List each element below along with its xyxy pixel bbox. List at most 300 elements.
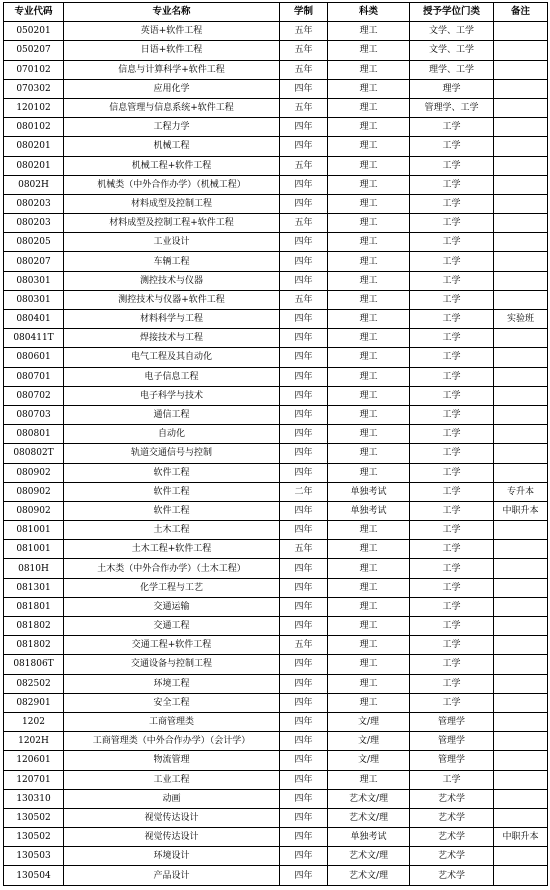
cell-category: 理工	[328, 521, 410, 540]
cell-name: 应用化学	[64, 79, 280, 98]
cell-code: 081301	[4, 578, 64, 597]
cell-code: 1202	[4, 712, 64, 731]
cell-name: 产品设计	[64, 866, 280, 885]
cell-note	[494, 847, 548, 866]
cell-name: 交通运输	[64, 597, 280, 616]
cell-degree: 工学	[410, 444, 494, 463]
cell-duration: 四年	[280, 789, 328, 808]
cell-duration: 四年	[280, 271, 328, 290]
cell-note	[494, 271, 548, 290]
table-row	[4, 175, 548, 194]
cell-code: 080703	[4, 405, 64, 424]
cell-name: 工程力学	[64, 118, 280, 137]
table-row	[4, 578, 548, 597]
cell-degree: 工学	[410, 578, 494, 597]
cell-duration: 四年	[280, 348, 328, 367]
cell-duration: 五年	[280, 156, 328, 175]
cell-duration: 四年	[280, 693, 328, 712]
cell-code: 080601	[4, 348, 64, 367]
cell-duration: 四年	[280, 597, 328, 616]
cell-note	[494, 156, 548, 175]
cell-category: 理工	[328, 578, 410, 597]
cell-degree: 工学	[410, 482, 494, 501]
cell-note	[494, 329, 548, 348]
cell-note	[494, 789, 548, 808]
cell-code: 0810H	[4, 559, 64, 578]
cell-duration: 四年	[280, 712, 328, 731]
cell-code: 080201	[4, 137, 64, 156]
cell-note	[494, 597, 548, 616]
cell-note	[494, 674, 548, 693]
cell-duration: 四年	[280, 386, 328, 405]
cell-category: 文/理	[328, 732, 410, 751]
cell-name: 车辆工程	[64, 252, 280, 271]
cell-name: 电气工程及其自动化	[64, 348, 280, 367]
cell-duration: 四年	[280, 617, 328, 636]
cell-duration: 五年	[280, 636, 328, 655]
cell-duration: 四年	[280, 674, 328, 693]
cell-code: 130502	[4, 828, 64, 847]
cell-note	[494, 578, 548, 597]
table-row	[4, 310, 548, 329]
cell-name: 信息与计算科学+软件工程	[64, 60, 280, 79]
cell-code: 130503	[4, 847, 64, 866]
cell-category: 理工	[328, 194, 410, 213]
cell-degree: 工学	[410, 463, 494, 482]
cell-category: 理工	[328, 674, 410, 693]
table-row	[4, 655, 548, 674]
cell-degree: 管理学	[410, 732, 494, 751]
cell-degree: 工学	[410, 597, 494, 616]
cell-category: 单独考试	[328, 501, 410, 520]
cell-degree: 管理学、工学	[410, 98, 494, 117]
cell-code: 082502	[4, 674, 64, 693]
cell-note	[494, 22, 548, 41]
cell-category: 理工	[328, 233, 410, 252]
cell-category: 理工	[328, 329, 410, 348]
cell-category: 理工	[328, 156, 410, 175]
cell-degree: 工学	[410, 348, 494, 367]
cell-degree: 工学	[410, 405, 494, 424]
cell-note: 专升本	[494, 482, 548, 501]
cell-degree: 艺术学	[410, 789, 494, 808]
cell-note	[494, 732, 548, 751]
cell-degree: 工学	[410, 693, 494, 712]
cell-category: 艺术文/理	[328, 866, 410, 885]
cell-duration: 四年	[280, 194, 328, 213]
cell-degree: 工学	[410, 636, 494, 655]
cell-degree: 工学	[410, 329, 494, 348]
cell-name: 软件工程	[64, 482, 280, 501]
cell-name: 工业设计	[64, 233, 280, 252]
header-category: 科类	[328, 3, 410, 22]
cell-duration: 四年	[280, 175, 328, 194]
cell-note	[494, 463, 548, 482]
cell-code: 130310	[4, 789, 64, 808]
table-row	[4, 348, 548, 367]
cell-duration: 四年	[280, 425, 328, 444]
cell-code: 080205	[4, 233, 64, 252]
cell-degree: 艺术学	[410, 808, 494, 827]
cell-name: 日语+软件工程	[64, 41, 280, 60]
cell-duration: 五年	[280, 540, 328, 559]
table-row	[4, 425, 548, 444]
cell-duration: 四年	[280, 463, 328, 482]
table-row	[4, 233, 548, 252]
table-row	[4, 501, 548, 520]
table-row	[4, 79, 548, 98]
cell-degree: 工学	[410, 521, 494, 540]
cell-name: 物流管理	[64, 751, 280, 770]
cell-duration: 四年	[280, 118, 328, 137]
cell-code: 050207	[4, 41, 64, 60]
table-row	[4, 137, 548, 156]
cell-duration: 四年	[280, 770, 328, 789]
table-row	[4, 329, 548, 348]
cell-degree: 工学	[410, 617, 494, 636]
cell-category: 理工	[328, 137, 410, 156]
cell-duration: 四年	[280, 808, 328, 827]
cell-name: 材料成型及控制工程+软件工程	[64, 214, 280, 233]
cell-note	[494, 712, 548, 731]
table-row	[4, 444, 548, 463]
cell-duration: 四年	[280, 310, 328, 329]
cell-note	[494, 866, 548, 885]
cell-code: 082901	[4, 693, 64, 712]
header-row	[4, 3, 548, 22]
cell-name: 环境设计	[64, 847, 280, 866]
cell-degree: 工学	[410, 559, 494, 578]
cell-category: 单独考试	[328, 828, 410, 847]
cell-category: 理工	[328, 655, 410, 674]
cell-degree: 艺术学	[410, 847, 494, 866]
cell-name: 机械工程+软件工程	[64, 156, 280, 175]
table-row	[4, 290, 548, 309]
cell-degree: 理学、工学	[410, 60, 494, 79]
cell-category: 理工	[328, 79, 410, 98]
cell-code: 130504	[4, 866, 64, 885]
cell-degree: 工学	[410, 137, 494, 156]
cell-code: 080411T	[4, 329, 64, 348]
cell-code: 080702	[4, 386, 64, 405]
cell-degree: 工学	[410, 175, 494, 194]
cell-note	[494, 60, 548, 79]
cell-duration: 五年	[280, 60, 328, 79]
cell-category: 文/理	[328, 712, 410, 731]
cell-duration: 四年	[280, 828, 328, 847]
cell-category: 理工	[328, 22, 410, 41]
table-row	[4, 482, 548, 501]
table-row	[4, 789, 548, 808]
cell-degree: 工学	[410, 770, 494, 789]
cell-code: 081801	[4, 597, 64, 616]
cell-degree: 工学	[410, 540, 494, 559]
cell-code: 080401	[4, 310, 64, 329]
cell-degree: 管理学	[410, 751, 494, 770]
cell-name: 机械类（中外合作办学）（机械工程）	[64, 175, 280, 194]
cell-note: 中职升本	[494, 828, 548, 847]
cell-duration: 五年	[280, 214, 328, 233]
cell-note	[494, 194, 548, 213]
cell-category: 艺术文/理	[328, 847, 410, 866]
cell-name: 测控技术与仪器+软件工程	[64, 290, 280, 309]
cell-name: 轨道交通信号与控制	[64, 444, 280, 463]
table-row	[4, 194, 548, 213]
cell-name: 材料科学与工程	[64, 310, 280, 329]
cell-name: 焊接技术与工程	[64, 329, 280, 348]
table-row	[4, 712, 548, 731]
cell-name: 环境工程	[64, 674, 280, 693]
cell-category: 理工	[328, 118, 410, 137]
cell-name: 交通工程	[64, 617, 280, 636]
cell-name: 电子信息工程	[64, 367, 280, 386]
cell-name: 土木工程+软件工程	[64, 540, 280, 559]
cell-name: 信息管理与信息系统+软件工程	[64, 98, 280, 117]
table-row	[4, 252, 548, 271]
cell-degree: 工学	[410, 674, 494, 693]
table-row	[4, 118, 548, 137]
cell-name: 交通工程+软件工程	[64, 636, 280, 655]
cell-category: 理工	[328, 444, 410, 463]
cell-note	[494, 444, 548, 463]
cell-duration: 四年	[280, 233, 328, 252]
table-row	[4, 732, 548, 751]
table-row	[4, 693, 548, 712]
cell-duration: 四年	[280, 521, 328, 540]
table-body	[4, 22, 548, 885]
cell-code: 080203	[4, 214, 64, 233]
cell-note: 实验班	[494, 310, 548, 329]
table-row	[4, 405, 548, 424]
cell-degree: 工学	[410, 655, 494, 674]
cell-note	[494, 118, 548, 137]
cell-name: 土木类（中外合作办学）（土木工程）	[64, 559, 280, 578]
cell-note	[494, 386, 548, 405]
cell-category: 艺术文/理	[328, 808, 410, 827]
cell-code: 081802	[4, 617, 64, 636]
cell-degree: 工学	[410, 310, 494, 329]
cell-degree: 工学	[410, 501, 494, 520]
table-row	[4, 559, 548, 578]
cell-code: 080802T	[4, 444, 64, 463]
cell-degree: 工学	[410, 156, 494, 175]
cell-duration: 四年	[280, 79, 328, 98]
cell-degree: 工学	[410, 214, 494, 233]
table-row	[4, 770, 548, 789]
cell-duration: 四年	[280, 655, 328, 674]
cell-duration: 四年	[280, 578, 328, 597]
table-row	[4, 22, 548, 41]
cell-duration: 四年	[280, 847, 328, 866]
cell-category: 理工	[328, 252, 410, 271]
cell-category: 理工	[328, 386, 410, 405]
cell-degree: 工学	[410, 252, 494, 271]
cell-category: 理工	[328, 98, 410, 117]
cell-duration: 四年	[280, 252, 328, 271]
cell-name: 自动化	[64, 425, 280, 444]
cell-name: 化学工程与工艺	[64, 578, 280, 597]
cell-category: 理工	[328, 175, 410, 194]
cell-note	[494, 751, 548, 770]
cell-category: 理工	[328, 597, 410, 616]
cell-category: 理工	[328, 214, 410, 233]
table-row	[4, 636, 548, 655]
cell-code: 081802	[4, 636, 64, 655]
cell-code: 070102	[4, 60, 64, 79]
cell-degree: 工学	[410, 233, 494, 252]
cell-code: 080301	[4, 271, 64, 290]
cell-code: 120701	[4, 770, 64, 789]
cell-category: 理工	[328, 425, 410, 444]
cell-duration: 四年	[280, 329, 328, 348]
table-row	[4, 674, 548, 693]
cell-degree: 工学	[410, 118, 494, 137]
cell-note	[494, 521, 548, 540]
cell-name: 软件工程	[64, 463, 280, 482]
cell-degree: 工学	[410, 271, 494, 290]
cell-name: 土木工程	[64, 521, 280, 540]
cell-name: 交通设备与控制工程	[64, 655, 280, 674]
table-row	[4, 271, 548, 290]
cell-duration: 二年	[280, 482, 328, 501]
cell-degree: 管理学	[410, 712, 494, 731]
cell-name: 工商管理类（中外合作办学）（会计学）	[64, 732, 280, 751]
cell-name: 通信工程	[64, 405, 280, 424]
table-row	[4, 214, 548, 233]
cell-degree: 工学	[410, 290, 494, 309]
cell-note	[494, 540, 548, 559]
cell-code: 0802H	[4, 175, 64, 194]
cell-note	[494, 405, 548, 424]
cell-duration: 五年	[280, 98, 328, 117]
table-row	[4, 808, 548, 827]
cell-code: 080203	[4, 194, 64, 213]
cell-category: 理工	[328, 60, 410, 79]
cell-category: 理工	[328, 559, 410, 578]
cell-name: 英语+软件工程	[64, 22, 280, 41]
cell-duration: 四年	[280, 751, 328, 770]
table-row	[4, 597, 548, 616]
header-name: 专业名称	[64, 3, 280, 22]
cell-degree: 工学	[410, 386, 494, 405]
cell-code: 080902	[4, 482, 64, 501]
cell-degree: 理学	[410, 79, 494, 98]
cell-note	[494, 770, 548, 789]
cell-duration: 四年	[280, 732, 328, 751]
cell-code: 1202H	[4, 732, 64, 751]
table-row	[4, 828, 548, 847]
cell-note	[494, 808, 548, 827]
cell-name: 安全工程	[64, 693, 280, 712]
cell-note	[494, 98, 548, 117]
cell-code: 130502	[4, 808, 64, 827]
header-note: 备注	[494, 3, 548, 22]
cell-code: 080102	[4, 118, 64, 137]
cell-name: 电子科学与技术	[64, 386, 280, 405]
cell-category: 艺术文/理	[328, 789, 410, 808]
cell-note	[494, 425, 548, 444]
cell-duration: 四年	[280, 137, 328, 156]
cell-duration: 五年	[280, 22, 328, 41]
cell-name: 工商管理类	[64, 712, 280, 731]
table-row	[4, 617, 548, 636]
cell-category: 理工	[328, 405, 410, 424]
cell-degree: 文学、工学	[410, 41, 494, 60]
cell-code: 081001	[4, 521, 64, 540]
cell-note	[494, 214, 548, 233]
cell-name: 工业工程	[64, 770, 280, 789]
cell-code: 080902	[4, 501, 64, 520]
cell-name: 视觉传达设计	[64, 808, 280, 827]
cell-duration: 五年	[280, 290, 328, 309]
table-row	[4, 521, 548, 540]
table-row	[4, 367, 548, 386]
cell-code: 080801	[4, 425, 64, 444]
cell-code: 050201	[4, 22, 64, 41]
cell-name: 材料成型及控制工程	[64, 194, 280, 213]
cell-code: 120102	[4, 98, 64, 117]
cell-note	[494, 233, 548, 252]
majors-table	[3, 2, 548, 886]
table-row	[4, 156, 548, 175]
table-row	[4, 386, 548, 405]
cell-category: 理工	[328, 348, 410, 367]
cell-name: 测控技术与仪器	[64, 271, 280, 290]
cell-degree: 文学、工学	[410, 22, 494, 41]
cell-category: 理工	[328, 41, 410, 60]
cell-code: 081001	[4, 540, 64, 559]
cell-code: 120601	[4, 751, 64, 770]
cell-note	[494, 636, 548, 655]
table-row	[4, 463, 548, 482]
table-row	[4, 540, 548, 559]
cell-note	[494, 137, 548, 156]
cell-degree: 艺术学	[410, 828, 494, 847]
cell-note	[494, 252, 548, 271]
cell-note	[494, 367, 548, 386]
header-duration: 学制	[280, 3, 328, 22]
cell-note	[494, 79, 548, 98]
cell-category: 理工	[328, 770, 410, 789]
cell-code: 070302	[4, 79, 64, 98]
cell-category: 文/理	[328, 751, 410, 770]
cell-degree: 艺术学	[410, 866, 494, 885]
cell-category: 理工	[328, 693, 410, 712]
header-code: 专业代码	[4, 3, 64, 22]
cell-code: 080902	[4, 463, 64, 482]
cell-note	[494, 617, 548, 636]
cell-duration: 四年	[280, 405, 328, 424]
table-header	[4, 3, 548, 22]
table-row	[4, 847, 548, 866]
table-row	[4, 98, 548, 117]
cell-category: 理工	[328, 367, 410, 386]
cell-name: 软件工程	[64, 501, 280, 520]
table-row	[4, 60, 548, 79]
cell-degree: 工学	[410, 425, 494, 444]
cell-code: 080201	[4, 156, 64, 175]
table-row	[4, 751, 548, 770]
cell-duration: 四年	[280, 367, 328, 386]
cell-duration: 四年	[280, 559, 328, 578]
cell-duration: 四年	[280, 501, 328, 520]
cell-code: 080207	[4, 252, 64, 271]
cell-code: 081806T	[4, 655, 64, 674]
cell-note	[494, 655, 548, 674]
cell-category: 理工	[328, 310, 410, 329]
cell-code: 080701	[4, 367, 64, 386]
cell-degree: 工学	[410, 367, 494, 386]
